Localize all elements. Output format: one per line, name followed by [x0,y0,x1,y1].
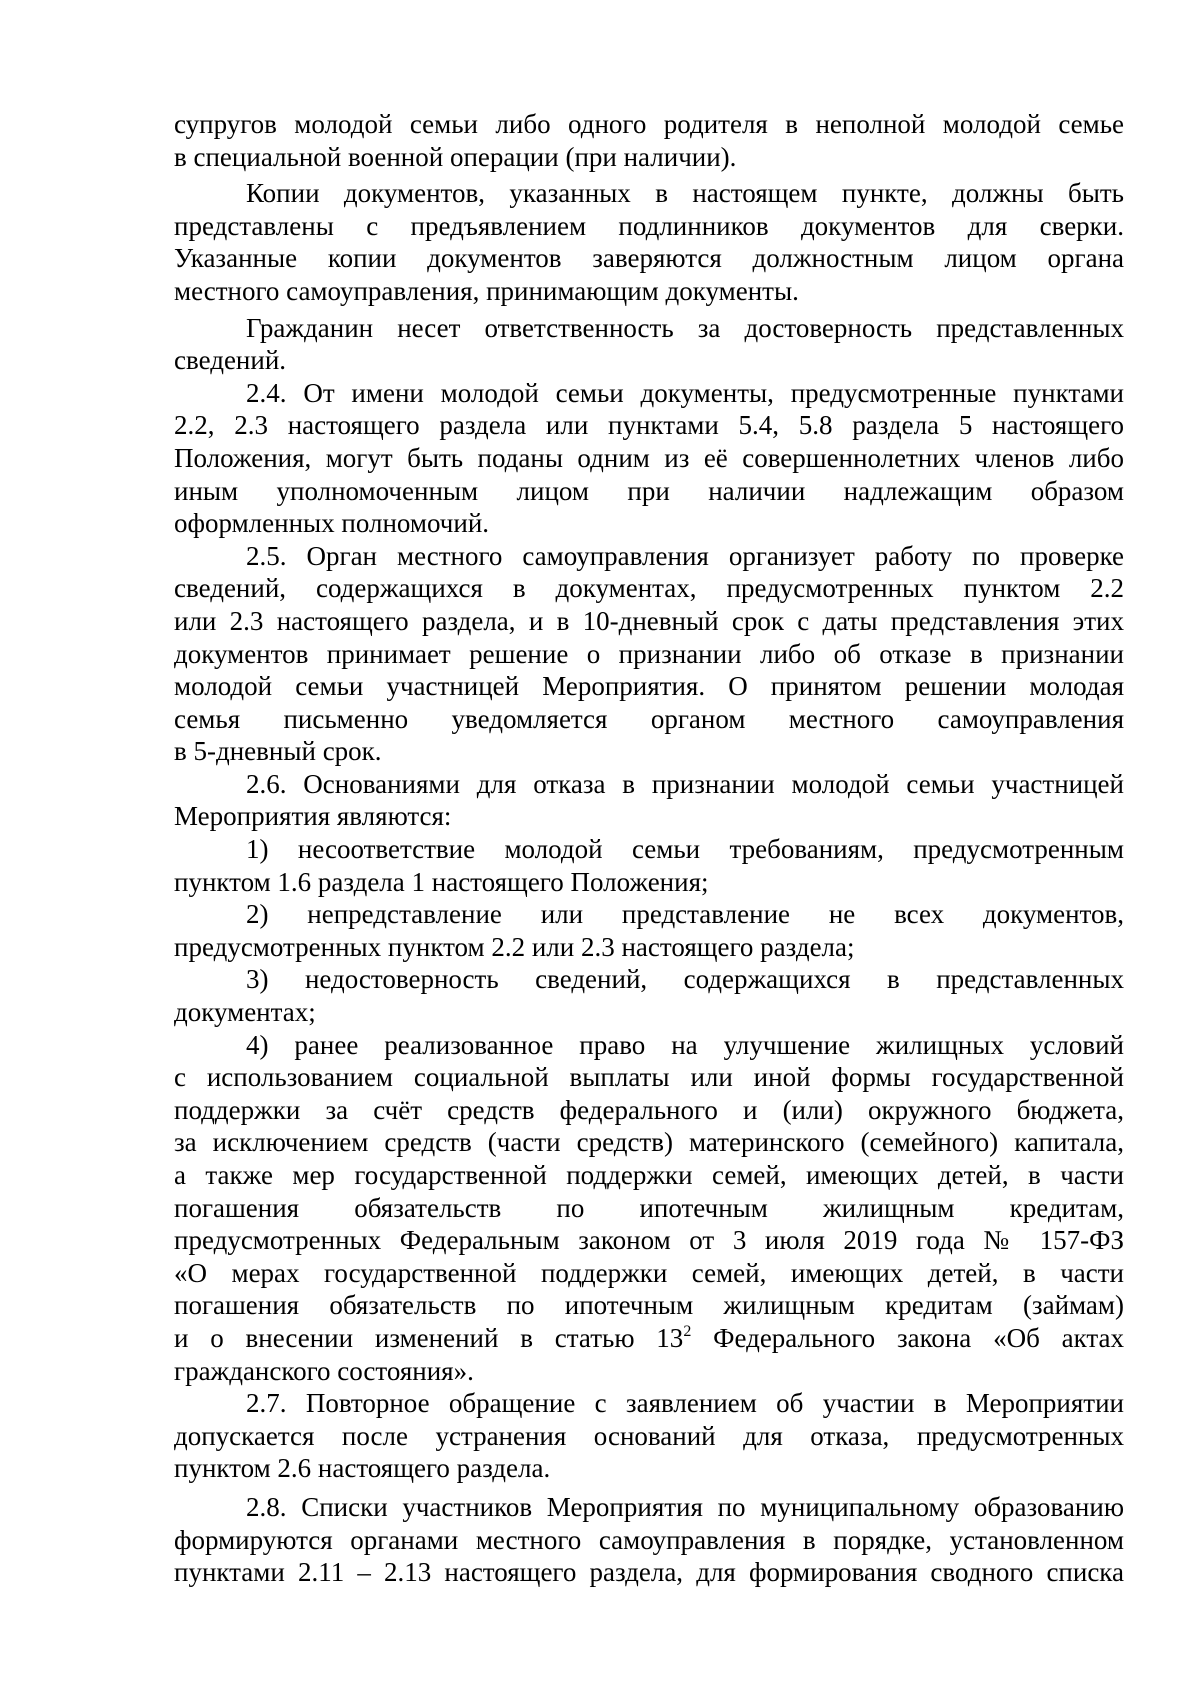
text-line: 2.2, 2.3 настоящего раздела или пунктами 5.4, 5.8 раздела 5 настоящего [174,410,1124,441]
text-line: Указанные копии документов заверяются должностным лицом органа [174,243,1124,274]
text-line: Положения, могут быть поданы одним из её совершеннолетних членов либо [174,442,1124,473]
text-line: 2.8. Списки участников Мероприятия по муниципальному образованию [246,1491,1124,1522]
text-line: иным уполномоченным лицом при наличии надлежащим образом [174,475,1124,506]
text-line: 3) недостоверность сведений, содержащихся в представленных [246,964,1124,995]
text-line: документах; [174,997,316,1028]
document-page [174,108,1124,1589]
text-line: предусмотренных Федеральным законом от 3 июля 2019 года № 157-ФЗ [174,1225,1124,1256]
text-line: гражданского состояния». [174,1355,474,1386]
text-line: поддержки за счёт средств федерального и (или) окружного бюджета, [174,1094,1124,1125]
paragraph-2-8 [174,1491,1124,1589]
text-line: в специальной военной операции (при наличии). [174,141,737,172]
text-line: сведений, содержащихся в документах, предусмотренных пунктом 2.2 [174,573,1124,604]
text-line: погашения обязательств по ипотечным жилищным кредитам, [174,1192,1124,1223]
text-line-with-superscript [174,1322,1124,1355]
text-line: или 2.3 настоящего раздела, и в 10-дневный срок с даты представления этих [174,605,1124,636]
text-line: пунктом 1.6 раздела 1 настоящего Положения; [174,866,709,897]
text-line: супругов молодой семьи либо одного родителя в неполной молодой семье [174,109,1124,139]
text-line: семья письменно уведомляется органом местного самоуправления [174,703,1124,734]
text-line: молодой семьи участницей Мероприятия. О принятом решении молодая [174,671,1124,702]
text-line: оформленных полномочий. [174,508,490,539]
text-line: формируются органами местного самоуправления в порядке, установленном [174,1524,1124,1555]
text-line: Мероприятия являются: [174,801,452,832]
text-line: а также мер государственной поддержки семей, имеющих детей, в части [174,1160,1124,1190]
list-item-3 [174,963,1124,1028]
text-line: в 5-дневный срок. [174,736,382,767]
text-line: предусмотренных пунктом 2.2 или 2.3 настоящего раздела; [174,931,855,962]
paragraph-2-6 [174,768,1124,833]
text-line: Копии документов, указанных в настоящем пункте, должны быть [246,178,1124,209]
text-line: 2.4. От имени молодой семьи документы, предусмотренные пунктами [246,377,1124,408]
text-line: представлены с предъявлением подлинников документов для сверки. [174,210,1124,241]
text-line: 4) ранее реализованное право на улучшение жилищных условий [246,1029,1124,1060]
text-line: документов принимает решение о признании либо об отказе в признании [174,638,1124,669]
paragraph-document-copies [174,177,1124,307]
text-line: пунктом 2.6 настоящего раздела. [174,1453,551,1484]
text-line: сведений. [174,345,287,376]
list-item-2 [174,898,1124,963]
text-fragment: и о внесении изменений в статью 13 [174,1322,684,1353]
text-line: допускается после устранения оснований для отказа, предусмотренных [174,1420,1124,1451]
text-line: «О мерах государственной поддержки семей, имеющих детей, в части [174,1257,1124,1288]
text-line: 2.6. Основаниями для отказа в признании молодой семьи участницей [246,768,1124,799]
text-line: с использованием социальной выплаты или иной формы государственной [174,1062,1124,1093]
text-line: погашения обязательств по ипотечным жилищным кредитам (займам) [174,1290,1124,1321]
text-line: пунктами 2.11 – 2.13 настоящего раздела, для формирования сводного списка [174,1557,1124,1588]
list-item-1 [174,833,1124,898]
superscript-number: 2 [683,1322,692,1340]
list-item-4 [174,1029,1124,1388]
text-line: 2.7. Повторное обращение с заявлением об участии в Мероприятии [246,1388,1124,1419]
paragraph-2-7 [174,1387,1124,1485]
text-line: местного самоуправления, принимающим документы. [174,275,799,306]
paragraph-2-5 [174,540,1124,768]
text-line: Гражданин несет ответственность за достоверность представленных [246,312,1124,343]
paragraph-spouses-military [174,108,1124,173]
text-fragment: Федерального закона «Об актах [691,1322,1125,1353]
paragraph-citizen-responsibility [174,312,1124,377]
text-line: за исключением средств (части средств) материнского (семейного) капитала, [174,1127,1124,1158]
text-line: 2) непредставление или представление не всех документов, [246,899,1124,930]
text-line: 2.5. Орган местного самоуправления организует работу по проверке [246,540,1124,571]
text-line: 1) несоответствие молодой семьи требованиям, предусмотренным [246,834,1124,865]
paragraph-2-4 [174,377,1124,540]
